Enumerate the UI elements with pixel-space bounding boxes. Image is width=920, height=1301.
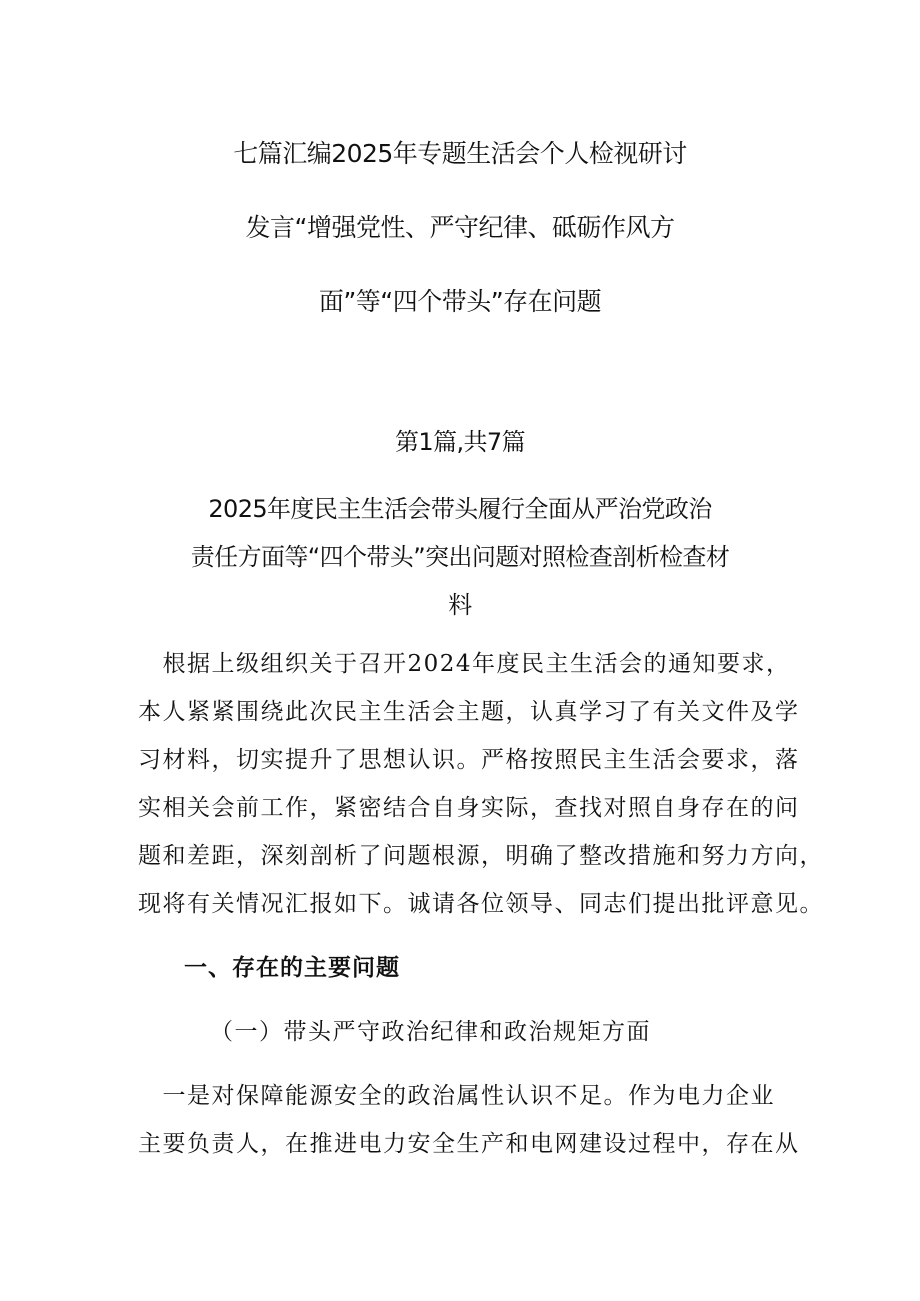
- paragraph-line: 根据上级组织关于召开2024年度民主生活会的通知要求，: [138, 651, 791, 677]
- paragraph-line: 本人紧紧围绕此次民主生活会主题，认真学习了有关文件及学: [138, 699, 800, 725]
- intro-paragraph: [138, 640, 824, 928]
- section-heading: 一、存在的主要问题: [184, 955, 400, 981]
- title-line: 七篇汇编2025年专题生活会个人检视研讨: [233, 139, 687, 168]
- paragraph-line: 实相关会前工作，紧密结合自身实际，查找对照自身存在的问: [138, 795, 800, 821]
- title-line: 发言“增强党性、严守纪律、砥砺作风方: [245, 213, 675, 242]
- article-title-line: 2025年度民主生活会带头履行全面从严治党政治: [208, 495, 712, 523]
- paragraph-line: 习材料，切实提升了思想认识。严格按照民主生活会要求，落: [138, 747, 800, 773]
- article-title: [0, 486, 920, 630]
- title-line: 面”等“四个带头”存在问题: [318, 287, 602, 316]
- article-title-line: 料: [448, 591, 472, 619]
- paragraph-line: 现将有关情况汇报如下。诚请各位领导、同志们提出批评意见。: [138, 891, 824, 917]
- part-label: 第1篇,共7篇: [395, 428, 525, 456]
- paragraph-line: 主要负责人，在推进电力安全生产和电网建设过程中，存在从: [138, 1131, 800, 1157]
- problem-paragraph: [138, 1072, 798, 1168]
- paragraph-line: 一是对保障能源安全的政治属性认识不足。作为电力企业: [138, 1083, 775, 1109]
- subsection-heading: （一）带头严守政治纪律和政治规矩方面: [210, 1019, 651, 1045]
- paragraph-line: 题和差距，深刻剖析了问题根源，明确了整改措施和努力方向，: [138, 843, 824, 869]
- document-title: [0, 128, 920, 350]
- article-title-line: 责任方面等“四个带头”突出问题对照检查剖析检查材: [190, 543, 730, 571]
